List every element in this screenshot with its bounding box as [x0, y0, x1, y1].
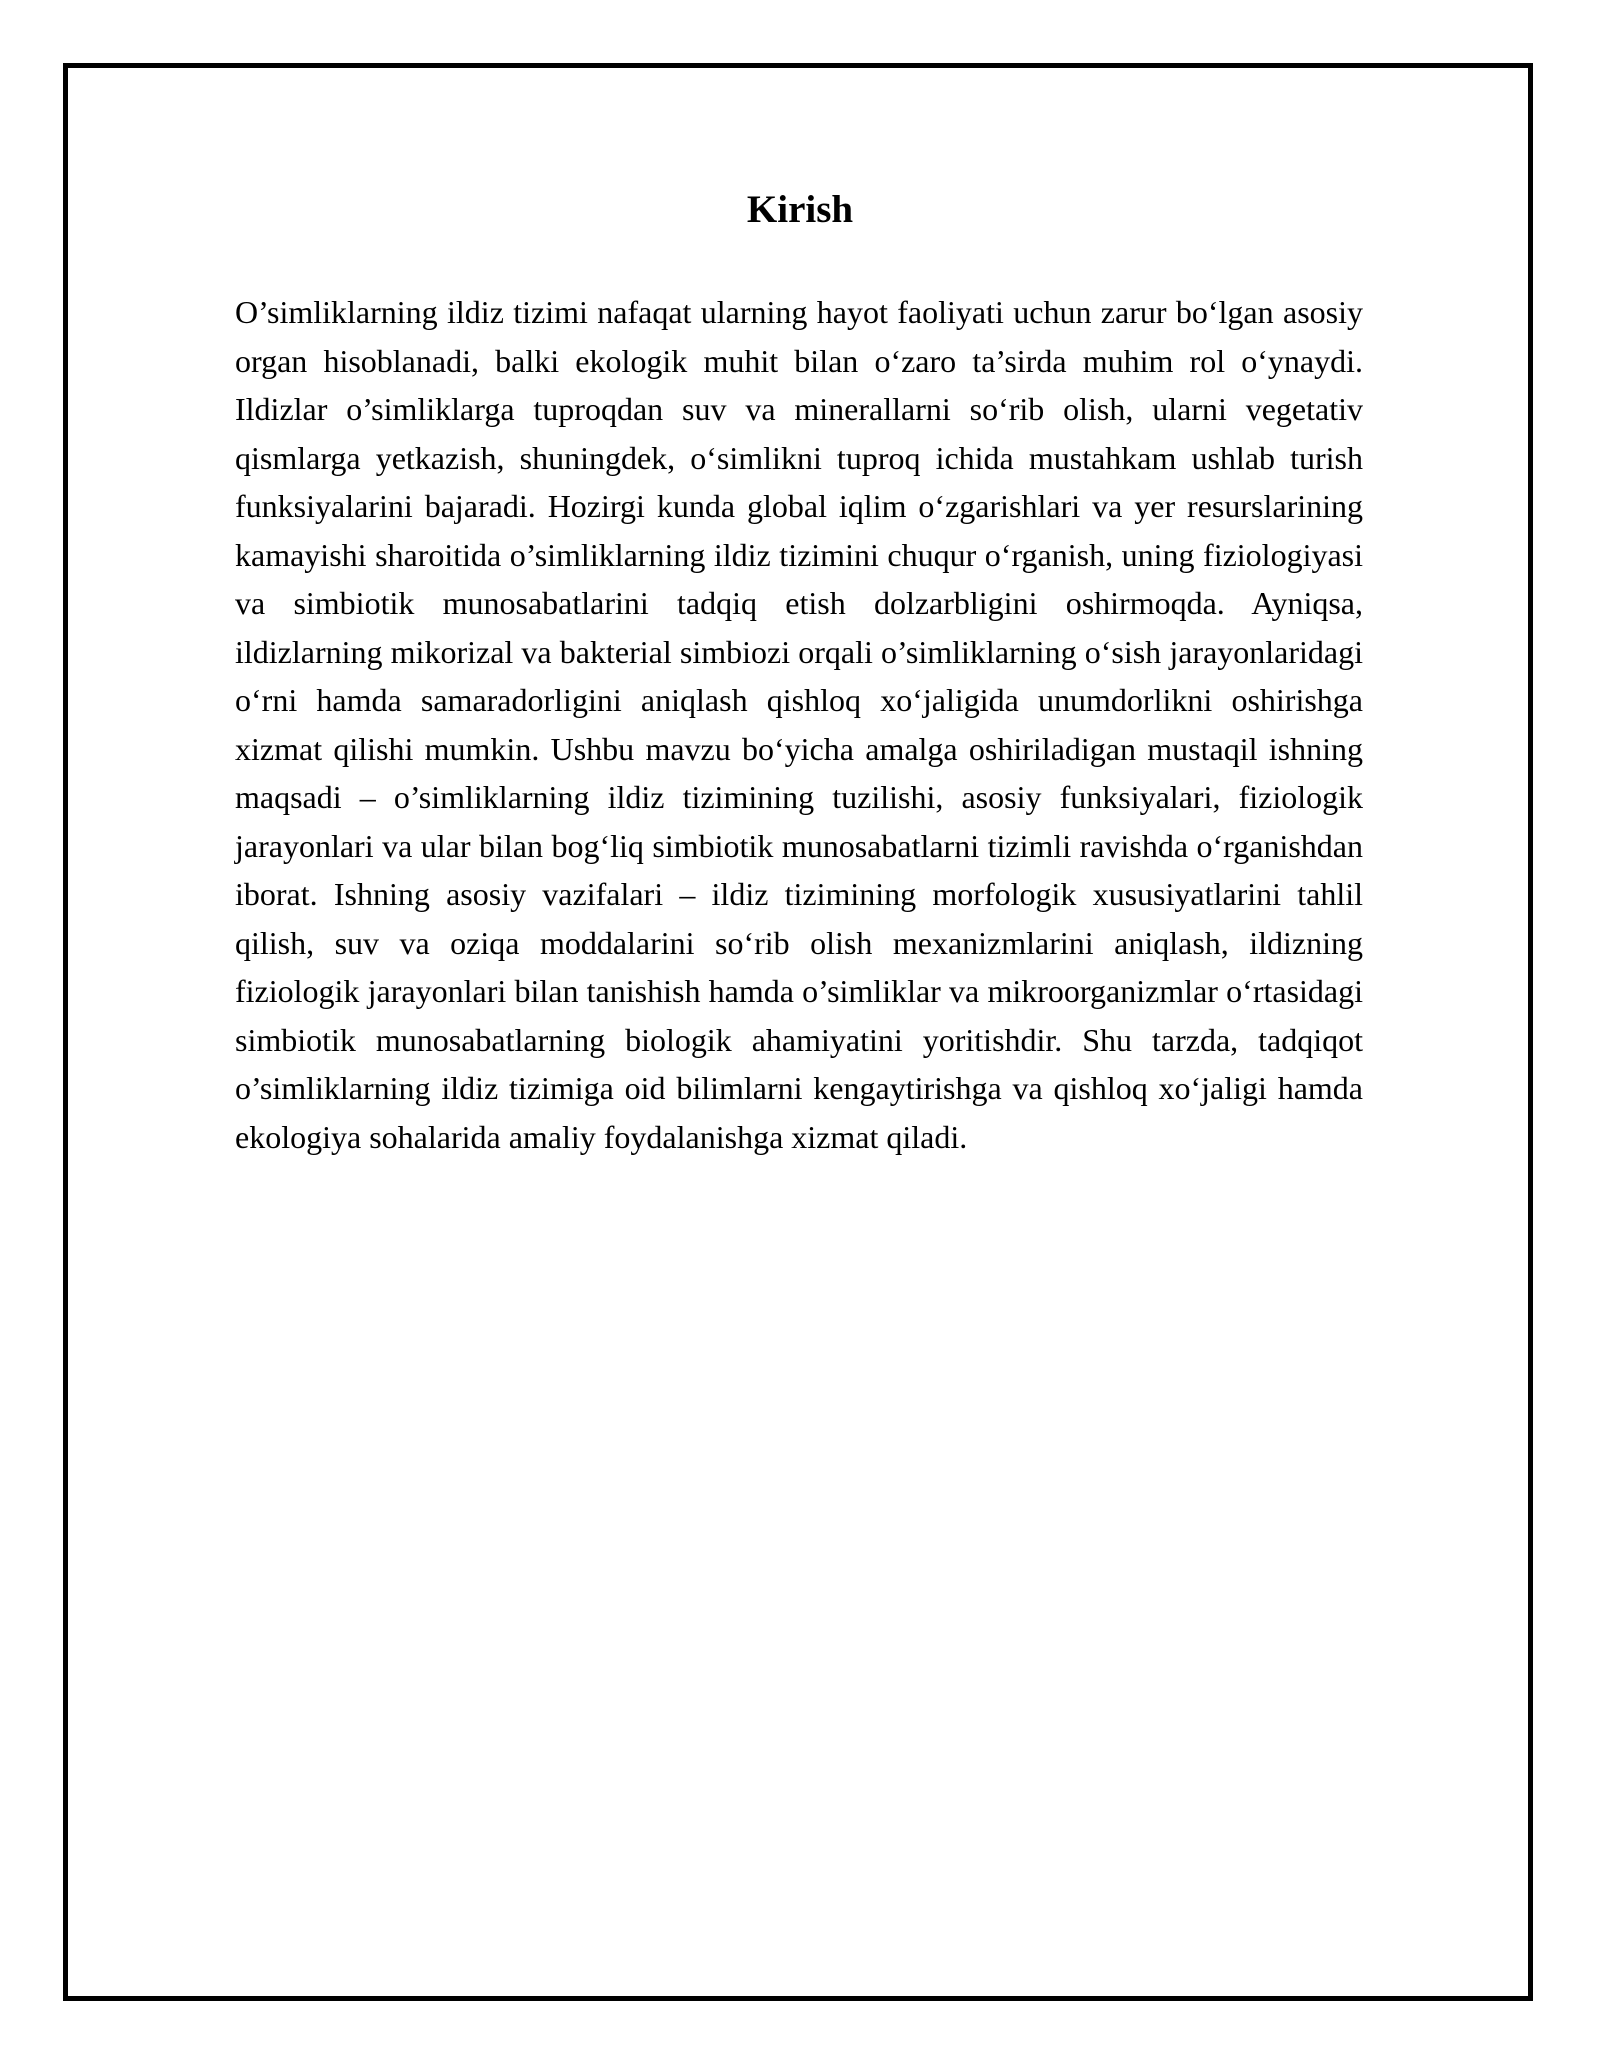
body-paragraph: O’simliklarning ildiz tizimi nafaqat ularning hayot faoliyati uchun zarur bo‘lgan asosiy organ hisoblanadi, balki ekologik muhit bilan o‘zaro ta’sirda muhim rol o‘ynaydi. Ildizlar o’simliklarga tuproqdan suv va minerallarni so‘rib olish, ularni vegetativ qismlarga yetkazish, shuningdek, o‘simlikni tuproq ichida mustahkam ushlab turish funksiyalarini bajaradi. Hozirgi kunda global iqlim o‘zgarishlari va yer resurslarining kamayishi sharoitida o’simliklarning ildiz tizimini chuqur o‘rganish, uning fiziologiyasi va simbiotik munosabatlarini tadqiq etish dolzarbligini oshirmoqda. Ayniqsa, ildizlarning mikorizal va bakterial simbiozi orqali o’simliklarning o‘sish jarayonlaridagi o‘rni hamda samaradorligini aniqlash qishloq xo‘jaligida unumdorlikni oshirishga xizmat qilishi mumkin. Ushbu mavzu bo‘yicha amalga oshiriladigan mustaqil ishning maqsadi – o’simliklarning ildiz tizimining tuzilishi, asosiy funksiyalari, fiziologik jarayonlari va ular bilan bog‘liq simbiotik munosabatlarni tizimli ravishda o‘rganishdan iborat. Ishning asosiy vazifalari – ildiz tizimining morfologik xususiyatlarini tahlil qilish, suv va oziqa moddalarini so‘rib olish mexanizmlarini aniqlash, ildizning fiziologik jarayonlari bilan tanishish hamda o’simliklar va mikroorganizmlar o‘rtasidagi simbiotik munosabatlarning biologik ahamiyatini yoritishdir. Shu tarzda, tadqiqot o’simliklarning ildiz tizimiga oid bilimlarni kengaytirishga va qishloq xo‘jaligi hamda ekologiya sohalarida amaliy foydalanishga xizmat qiladi.: [235, 294, 1363, 1155]
page-title: Kirish: [746, 188, 854, 231]
